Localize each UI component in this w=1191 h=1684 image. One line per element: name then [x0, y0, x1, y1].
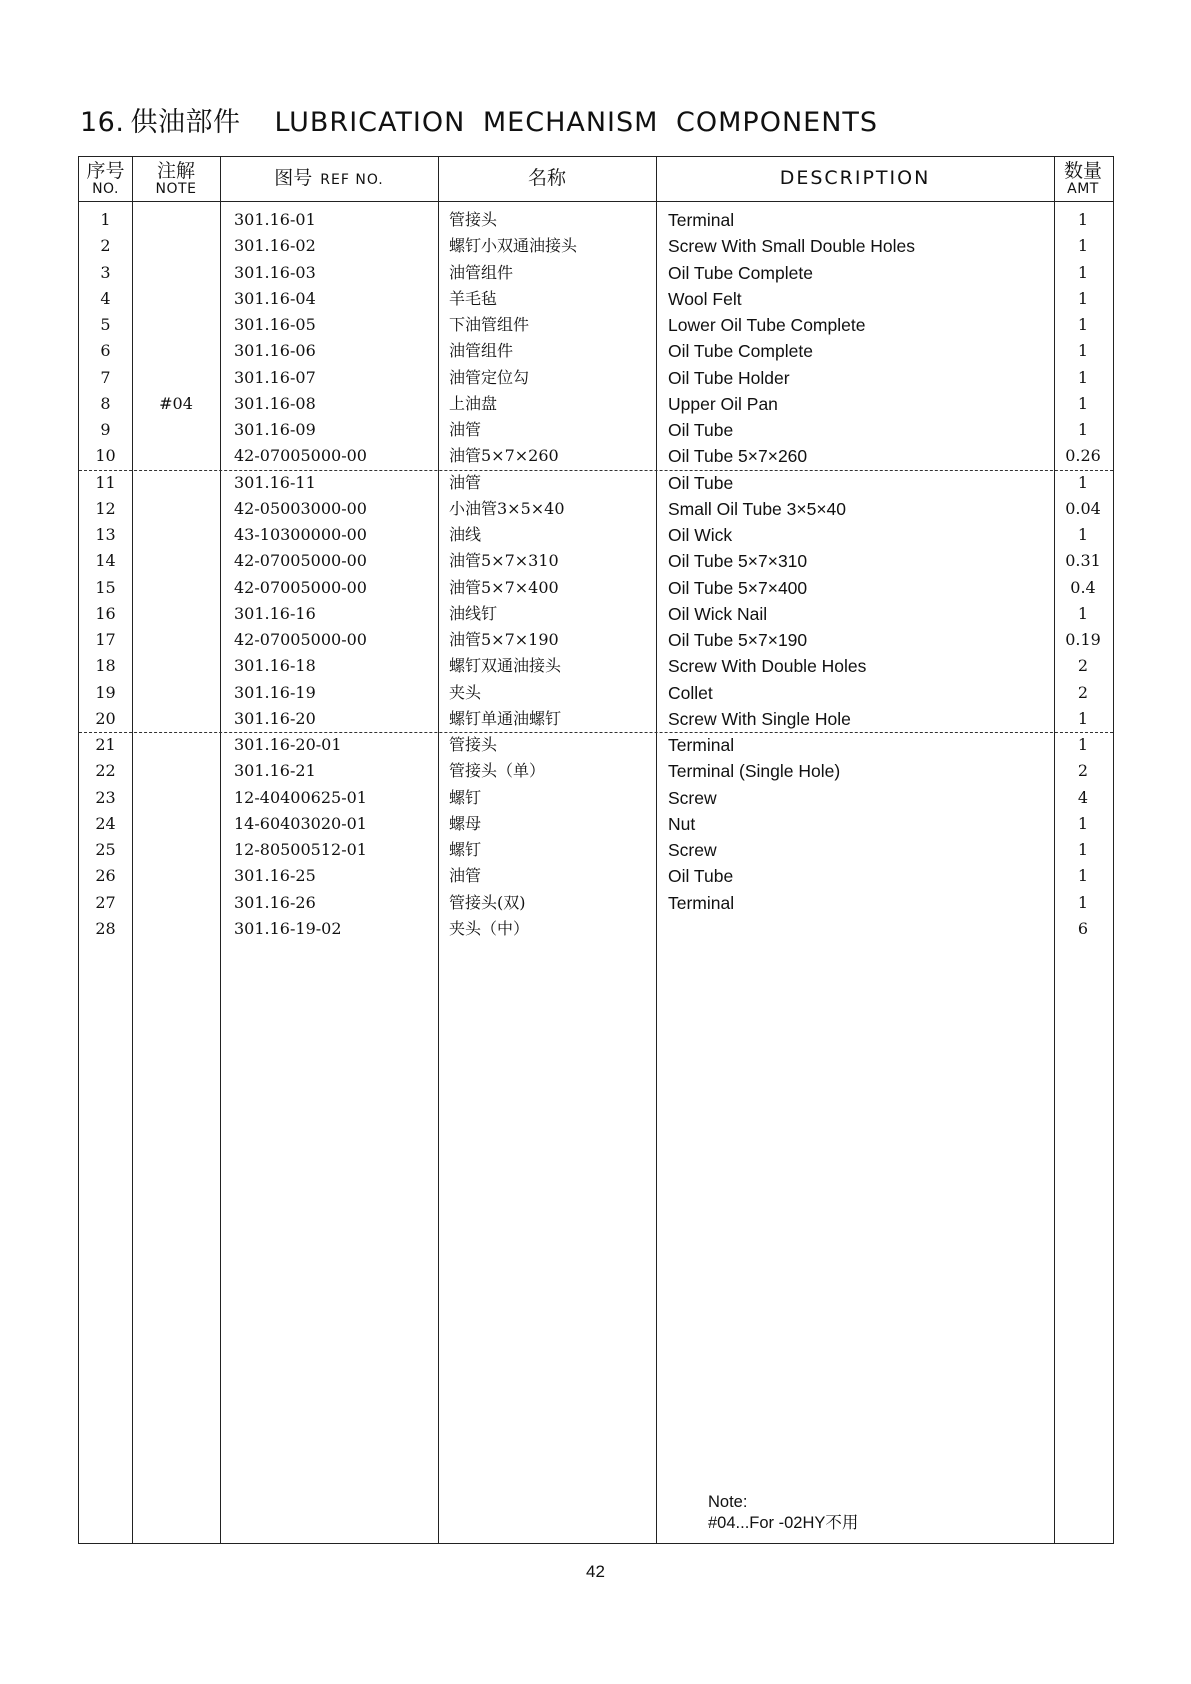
cell-note — [132, 653, 220, 679]
cell-ref: 301.16-20 — [234, 708, 316, 728]
header-amt-en: AMT — [1067, 180, 1099, 197]
table-row — [79, 338, 1113, 364]
cell-desc: Small Oil Tube 3×5×40 — [668, 498, 847, 519]
cell-no: 16 — [95, 603, 116, 623]
parts-table — [78, 156, 1114, 1544]
cell-note — [132, 443, 220, 469]
header-note-en: NOTE — [155, 180, 197, 197]
cell-ref: 301.16-25 — [234, 866, 316, 886]
cell-name: 油管组件 — [449, 262, 514, 282]
cell-ref: 301.16-06 — [234, 341, 316, 361]
header-no-zh: 序号 — [86, 159, 125, 182]
cell-no: 26 — [95, 866, 116, 886]
cell-desc: Oil Tube — [668, 472, 734, 493]
cell-no: 8 — [100, 393, 111, 413]
cell-amt: 0.04 — [1065, 498, 1101, 518]
cell-note — [132, 680, 220, 706]
cell-no: 17 — [95, 630, 116, 649]
table-row — [79, 260, 1113, 286]
cell-amt: 1 — [1077, 525, 1089, 544]
footnote-text: #04...For -02HY不用 — [708, 1514, 859, 1532]
cell-ref: 301.16-05 — [234, 315, 316, 334]
cell-ref: 12-40400625-01 — [234, 787, 367, 807]
cell-amt: 1 — [1077, 393, 1089, 413]
table-row — [79, 575, 1113, 601]
cell-ref: 42-07005000-00 — [234, 551, 367, 571]
cell-no: 3 — [100, 262, 111, 282]
cell-amt: 1 — [1077, 262, 1089, 282]
cell-desc: Oil Tube 5×7×400 — [668, 577, 808, 598]
header-note-zh: 注解 — [156, 159, 195, 182]
cell-desc: Terminal — [668, 735, 735, 755]
table-row — [79, 785, 1113, 811]
cell-no: 24 — [95, 813, 116, 833]
header-ref — [220, 157, 438, 201]
cell-desc: Oil Wick — [668, 525, 733, 545]
cell-note — [132, 785, 220, 811]
cell-name: 油管5×7×190 — [449, 630, 559, 649]
cell-ref: 42-07005000-00 — [234, 446, 367, 466]
cell-no: 12 — [95, 498, 116, 518]
cell-amt: 1 — [1077, 813, 1089, 833]
cell-note — [132, 338, 220, 364]
cell-amt: 1 — [1077, 315, 1089, 334]
cell-no: 9 — [100, 420, 111, 439]
cell-desc: Oil Wick Nail — [668, 603, 768, 624]
cell-amt: 2 — [1077, 682, 1089, 702]
cell-name: 油管5×7×400 — [449, 577, 559, 597]
cell-no: 1 — [100, 210, 111, 229]
cell-name: 羊毛毡 — [449, 288, 498, 308]
cell-no: 28 — [95, 918, 116, 938]
header-name-zh: 名称 — [527, 167, 566, 190]
cell-amt: 2 — [1077, 656, 1089, 676]
table-row — [79, 365, 1113, 391]
cell-name: 下油管组件 — [449, 315, 530, 334]
cell-ref: 301.16-03 — [234, 262, 316, 282]
cell-no: 13 — [95, 525, 116, 544]
table-row — [79, 233, 1113, 259]
cell-ref: 301.16-26 — [234, 892, 316, 912]
cell-no: 27 — [95, 892, 116, 912]
page-number: 42 — [586, 1562, 605, 1581]
cell-name: 螺母 — [449, 813, 482, 833]
cell-desc: Oil Tube 5×7×260 — [668, 446, 808, 467]
table-row — [79, 706, 1113, 732]
page-title — [80, 100, 878, 139]
cell-name: 夹头 — [449, 682, 482, 702]
table-row — [79, 286, 1113, 312]
cell-no: 18 — [95, 656, 116, 676]
table-row — [79, 837, 1113, 863]
cell-amt: 1 — [1077, 236, 1089, 256]
table-row — [79, 391, 1113, 417]
cell-amt: 6 — [1077, 918, 1089, 938]
cell-desc: Wool Felt — [668, 288, 742, 309]
cell-note — [132, 627, 220, 653]
cell-amt: 2 — [1077, 761, 1089, 781]
table-row — [79, 417, 1113, 443]
cell-name: 螺钉 — [449, 840, 482, 859]
footnote — [708, 1492, 858, 1534]
cell-note — [132, 890, 220, 916]
cell-no: 21 — [95, 735, 116, 754]
header-name — [438, 157, 656, 201]
cell-ref: 301.16-18 — [234, 656, 316, 676]
table-row — [79, 758, 1113, 784]
cell-desc: Screw — [668, 840, 717, 860]
cell-amt: 1 — [1077, 892, 1089, 912]
cell-note: #04 — [159, 393, 193, 413]
cell-amt: 1 — [1077, 341, 1089, 361]
header-note — [132, 157, 220, 201]
cell-amt: 0.31 — [1065, 551, 1101, 571]
table-row — [79, 863, 1113, 889]
cell-desc: Screw — [668, 787, 717, 808]
cell-note — [132, 496, 220, 522]
cell-ref: 301.16-19 — [234, 682, 316, 702]
table-row — [79, 207, 1113, 233]
cell-no: 22 — [95, 761, 116, 781]
cell-desc: Oil Tube — [668, 866, 734, 887]
table-row — [79, 601, 1113, 627]
cell-amt: 1 — [1077, 472, 1089, 492]
cell-name: 油管 — [449, 472, 482, 492]
cell-ref: 301.16-01 — [234, 210, 316, 229]
cell-name: 管接头 — [449, 735, 498, 754]
cell-ref: 301.16-19-02 — [234, 918, 342, 938]
table-row — [79, 811, 1113, 837]
footnote-heading: Note: — [708, 1493, 748, 1511]
cell-amt: 1 — [1077, 367, 1089, 387]
cell-note — [132, 417, 220, 443]
cell-ref: 42-05003000-00 — [234, 498, 367, 518]
cell-no: 14 — [95, 551, 116, 571]
cell-name: 油线 — [449, 525, 482, 544]
cell-no: 7 — [100, 367, 111, 387]
cell-name: 油管5×7×260 — [449, 446, 559, 466]
cell-name: 油管5×7×310 — [449, 551, 559, 571]
cell-name: 螺钉单通油螺钉 — [449, 708, 562, 728]
header-no-en: NO. — [92, 180, 119, 197]
cell-amt: 1 — [1077, 840, 1089, 859]
cell-name: 管接头 — [449, 210, 498, 229]
table-row — [79, 890, 1113, 916]
cell-no: 10 — [95, 446, 116, 466]
cell-ref: 42-07005000-00 — [234, 577, 367, 597]
cell-ref: 301.16-07 — [234, 367, 316, 387]
cell-note — [132, 207, 220, 233]
header-amt — [1054, 157, 1112, 201]
cell-note — [132, 522, 220, 548]
cell-note — [132, 863, 220, 889]
cell-desc: Oil Tube Complete — [668, 341, 813, 362]
cell-no: 2 — [100, 236, 111, 256]
cell-name: 螺钉小双通油接头 — [449, 236, 578, 256]
cell-note — [132, 837, 220, 863]
cell-desc: Screw With Small Double Holes — [668, 236, 916, 257]
cell-note — [132, 260, 220, 286]
cell-note — [132, 286, 220, 312]
cell-note — [132, 312, 220, 338]
cell-amt: 1 — [1077, 708, 1089, 728]
cell-ref: 12-80500512-01 — [234, 840, 367, 859]
cell-amt: 1 — [1077, 603, 1089, 623]
cell-ref: 301.16-16 — [234, 603, 316, 623]
cell-note — [132, 732, 220, 758]
cell-amt: 0.19 — [1065, 630, 1101, 649]
cell-name: 小油管3×5×40 — [449, 498, 565, 518]
cell-note — [132, 470, 220, 496]
cell-desc: Terminal (Single Hole) — [668, 761, 841, 782]
cell-no: 25 — [95, 840, 116, 859]
cell-desc: Terminal — [668, 210, 735, 230]
table-row — [79, 470, 1113, 496]
table-row — [79, 443, 1113, 469]
cell-no: 15 — [95, 577, 116, 597]
cell-note — [132, 811, 220, 837]
cell-no: 23 — [95, 787, 116, 807]
table-row — [79, 548, 1113, 574]
table-row — [79, 732, 1113, 758]
cell-desc — [668, 916, 1028, 942]
cell-note — [132, 575, 220, 601]
table-row — [79, 312, 1113, 338]
cell-name: 螺钉 — [449, 787, 482, 807]
cell-name: 螺钉双通油接头 — [449, 656, 562, 676]
cell-ref: 14-60403020-01 — [234, 813, 367, 833]
title-chinese: 供油部件 — [130, 107, 241, 138]
cell-desc: Oil Tube Holder — [668, 367, 790, 388]
cell-name: 管接头（单） — [449, 761, 546, 781]
title-english: LUBRICATION MECHANISM COMPONENTS — [274, 107, 879, 138]
cell-no: 5 — [100, 315, 111, 334]
header-divider — [79, 201, 1113, 202]
cell-amt: 1 — [1077, 735, 1089, 754]
cell-note — [132, 601, 220, 627]
cell-desc: Oil Tube Complete — [668, 262, 813, 283]
cell-ref: 42-07005000-00 — [234, 630, 367, 649]
cell-name: 管接头(双) — [449, 892, 526, 912]
cell-ref: 301.16-11 — [234, 472, 316, 492]
cell-name: 油管组件 — [449, 341, 514, 361]
cell-note — [132, 758, 220, 784]
cell-no: 20 — [95, 708, 116, 728]
cell-amt: 1 — [1077, 210, 1089, 229]
table-row — [79, 653, 1113, 679]
cell-amt: 0.26 — [1065, 446, 1101, 466]
table-row — [79, 916, 1113, 942]
table-row — [79, 496, 1113, 522]
cell-note — [132, 706, 220, 732]
cell-desc: Upper Oil Pan — [668, 393, 778, 414]
cell-amt: 1 — [1077, 866, 1089, 886]
cell-desc: Screw With Double Holes — [668, 656, 867, 677]
cell-ref: 301.16-02 — [234, 236, 316, 256]
cell-amt: 0.4 — [1070, 577, 1096, 597]
cell-desc: Oil Tube 5×7×190 — [668, 630, 808, 650]
cell-ref: 43-10300000-00 — [234, 525, 367, 544]
cell-amt: 1 — [1077, 288, 1089, 308]
cell-amt: 4 — [1077, 787, 1089, 807]
cell-note — [132, 916, 220, 942]
section-number: 16. — [80, 107, 125, 138]
cell-note — [132, 548, 220, 574]
cell-desc: Oil Tube 5×7×310 — [668, 551, 808, 572]
cell-desc: Oil Tube — [668, 420, 734, 440]
cell-ref: 301.16-21 — [234, 761, 316, 781]
cell-no: 19 — [95, 682, 116, 702]
cell-name: 油管 — [449, 420, 482, 439]
cell-desc: Lower Oil Tube Complete — [668, 315, 866, 335]
table-row — [79, 522, 1113, 548]
cell-desc: Collet — [668, 682, 713, 703]
header-description — [656, 157, 1054, 201]
cell-note — [132, 233, 220, 259]
header-ref-en: REF NO. — [320, 172, 384, 189]
cell-no: 6 — [100, 341, 111, 361]
cell-ref: 301.16-20-01 — [234, 735, 342, 754]
cell-no: 4 — [100, 288, 111, 308]
table-row — [79, 680, 1113, 706]
cell-name: 上油盘 — [449, 393, 498, 413]
cell-ref: 301.16-09 — [234, 420, 316, 439]
cell-desc: Nut — [668, 813, 696, 834]
cell-desc: Screw With Single Hole — [668, 708, 851, 729]
cell-name: 夹头（中） — [449, 918, 530, 938]
cell-no: 11 — [95, 472, 116, 492]
cell-note — [132, 365, 220, 391]
cell-ref: 301.16-08 — [234, 393, 316, 413]
header-ref-zh: 图号 — [274, 167, 313, 190]
cell-desc: Terminal — [668, 892, 735, 913]
cell-amt: 1 — [1077, 420, 1089, 439]
cell-ref: 301.16-04 — [234, 288, 316, 308]
cell-name: 油线钉 — [449, 603, 498, 623]
table-row — [79, 627, 1113, 653]
cell-name: 油管定位勾 — [449, 367, 530, 387]
cell-name: 油管 — [449, 866, 482, 886]
header-description-label: DESCRIPTION — [779, 167, 931, 190]
header-amt-zh: 数量 — [1063, 159, 1102, 182]
header-no — [79, 157, 132, 201]
